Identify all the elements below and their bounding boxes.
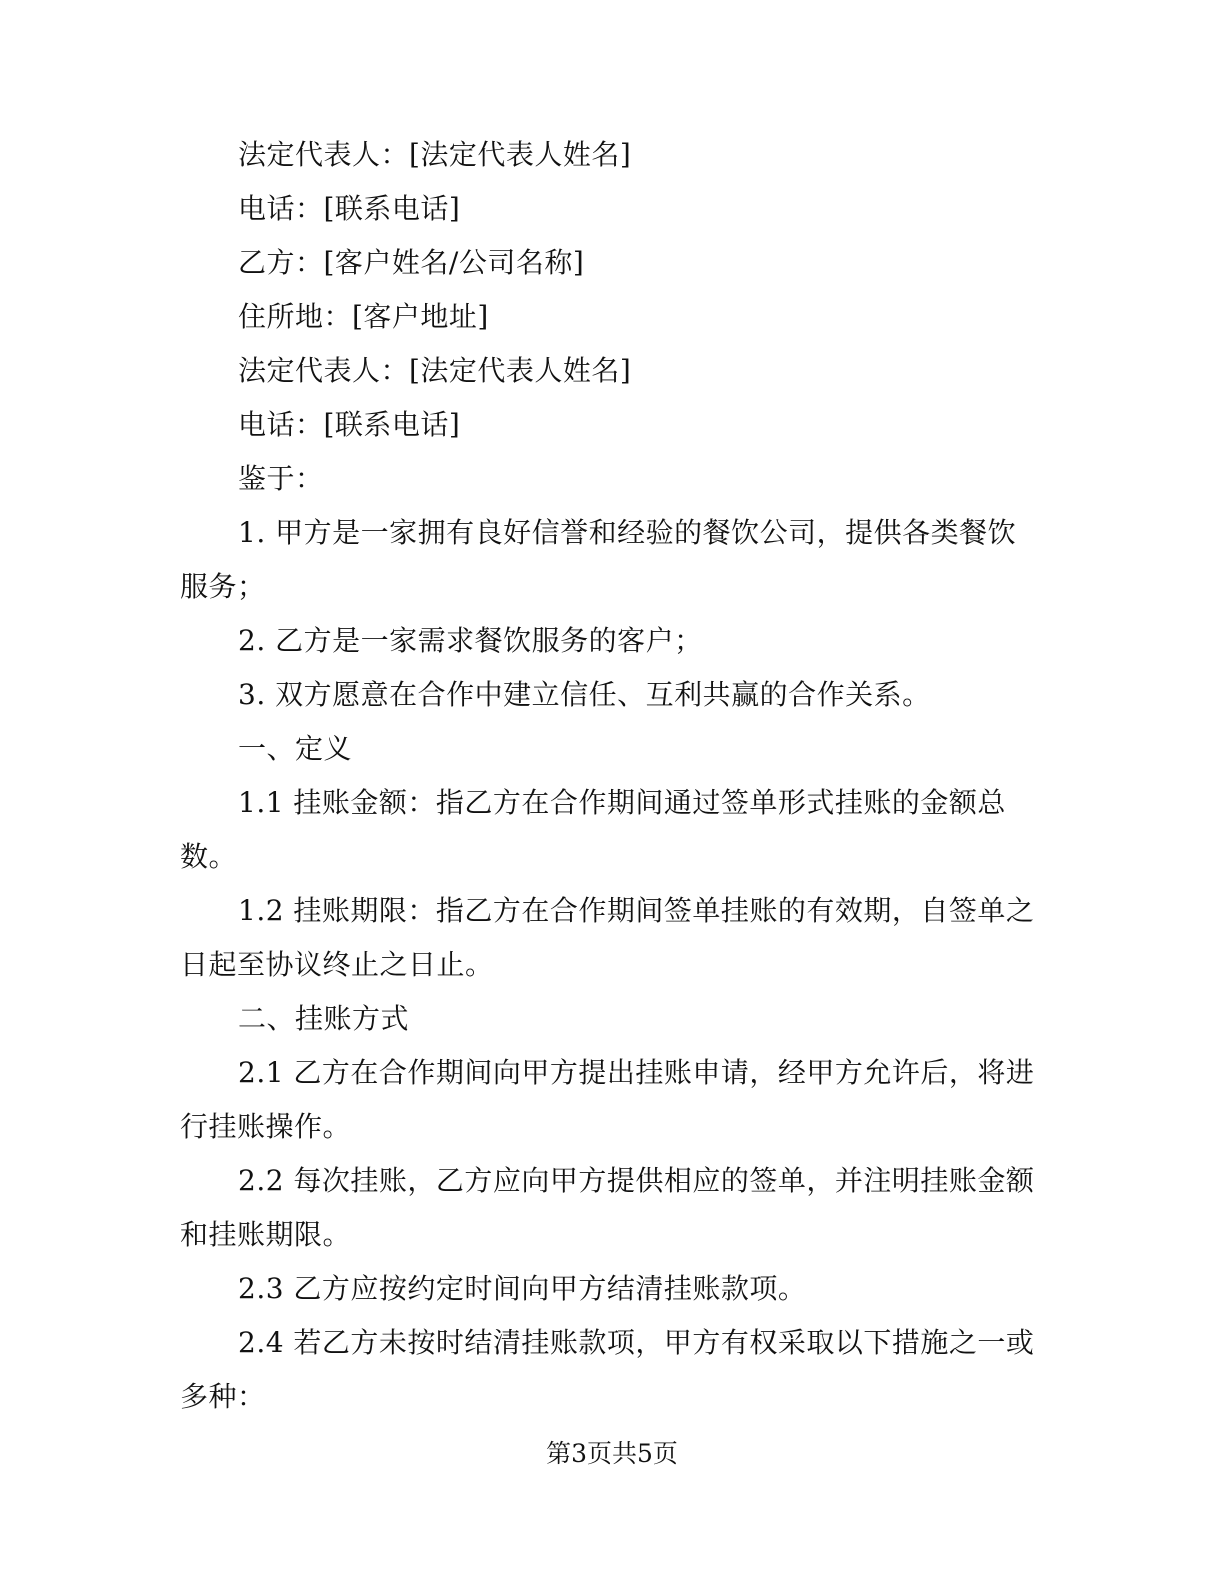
clause-1-2: 1.2 挂账期限：指乙方在合作期间签单挂账的有效期，自签单之日起至协议终止之日止。	[180, 894, 1035, 981]
clause-2-1: 2.1 乙方在合作期间向甲方提出挂账申请，经甲方允许后，将进行挂账操作。	[180, 1056, 1035, 1143]
paragraph-whereas: 鉴于：	[238, 462, 324, 495]
paragraph-phone-b: 电话：[联系电话]	[238, 408, 461, 441]
paragraph-legal-representative-a: 法定代表人：[法定代表人姓名]	[238, 138, 632, 171]
paragraph-recital-2: 2. 乙方是一家需求餐饮服务的客户；	[238, 624, 703, 657]
document-body	[180, 128, 1040, 1424]
section-heading-methods: 二、挂账方式	[238, 1002, 410, 1035]
paragraph-recital-1: 1. 甲方是一家拥有良好信誉和经验的餐饮公司，提供各类餐饮服务；	[180, 516, 1017, 603]
paragraph-address-b: 住所地：[客户地址]	[238, 300, 489, 333]
paragraph-phone-a: 电话：[联系电话]	[238, 192, 461, 225]
clause-2-3: 2.3 乙方应按约定时间向甲方结清挂账款项。	[238, 1272, 807, 1305]
clause-1-1: 1.1 挂账金额：指乙方在合作期间通过签单形式挂账的金额总数。	[180, 786, 1006, 873]
page-number-footer: 第3页共5页	[546, 1439, 678, 1468]
paragraph-recital-3: 3. 双方愿意在合作中建立信任、互利共赢的合作关系。	[238, 678, 931, 711]
clause-2-4: 2.4 若乙方未按时结清挂账款项，甲方有权采取以下措施之一或多种：	[180, 1326, 1035, 1413]
paragraph-legal-representative-b: 法定代表人：[法定代表人姓名]	[238, 354, 632, 387]
clause-2-2: 2.2 每次挂账，乙方应向甲方提供相应的签单，并注明挂账金额和挂账期限。	[180, 1164, 1035, 1251]
section-heading-definitions: 一、定义	[238, 732, 353, 765]
paragraph-party-b: 乙方：[客户姓名/公司名称]	[238, 246, 585, 279]
